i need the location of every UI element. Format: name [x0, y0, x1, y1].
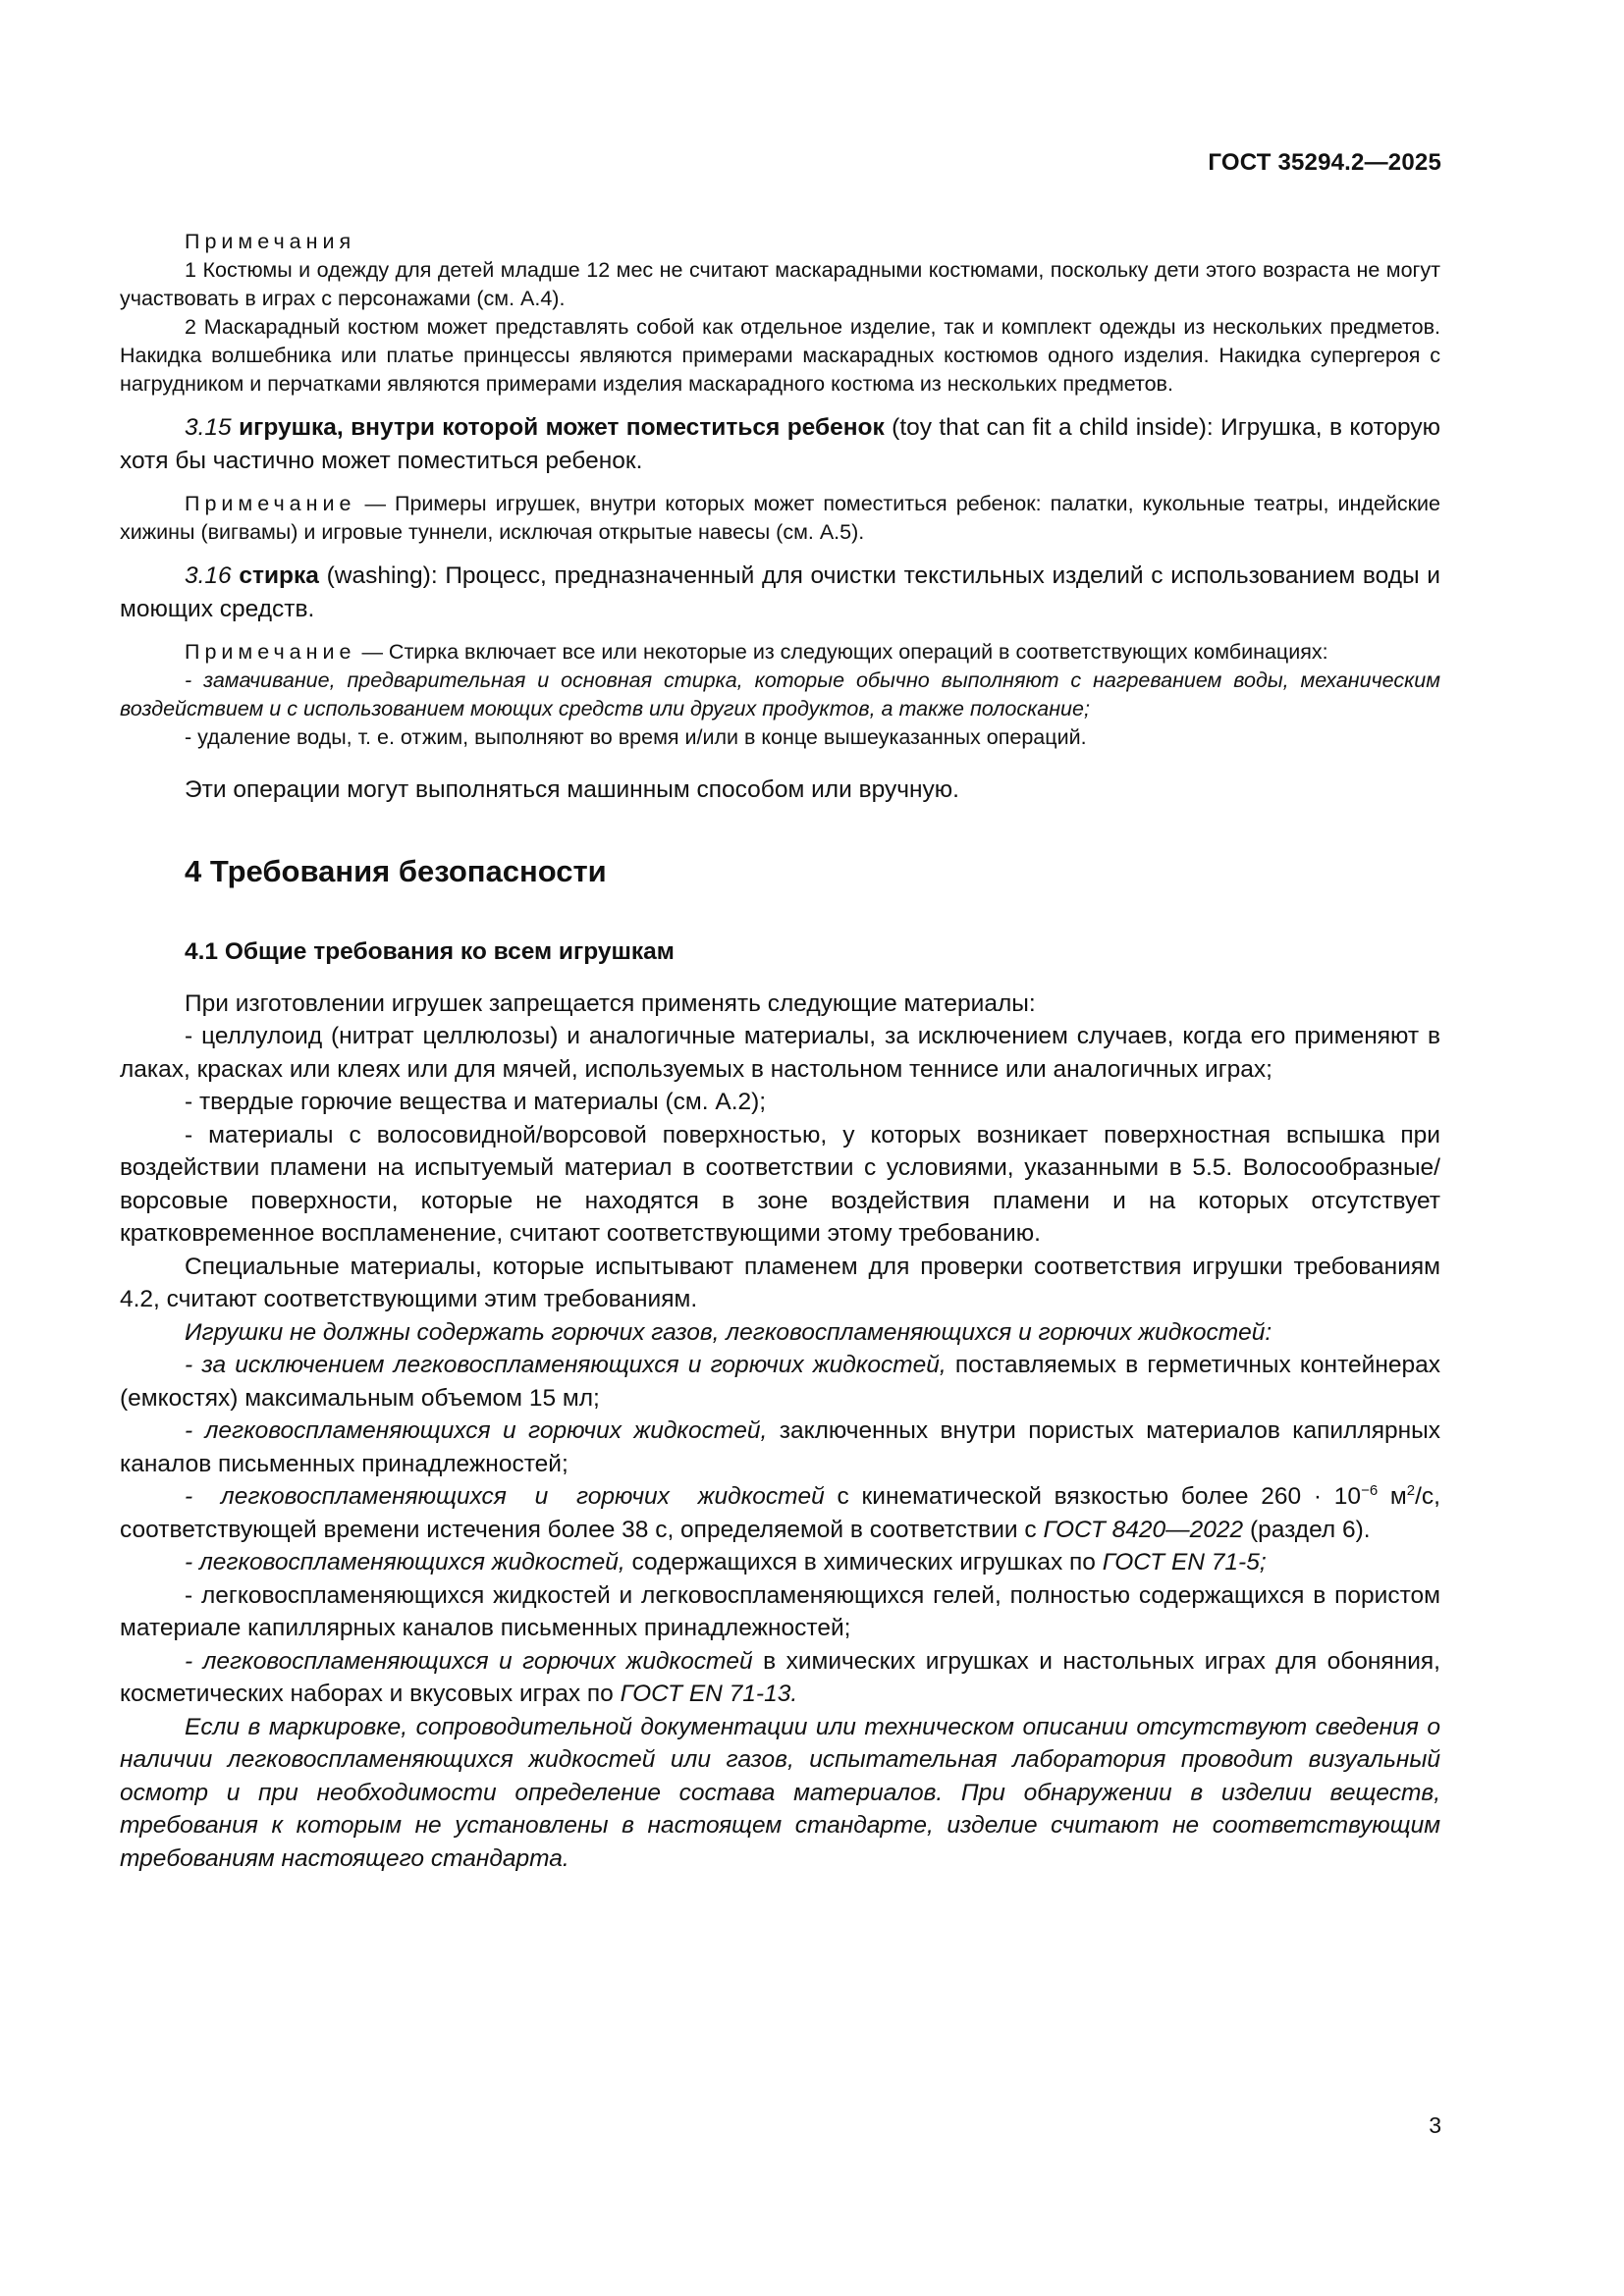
section-4-1-intro: При изготовлении игрушек запрещается применять следующие материалы: — [185, 989, 1036, 1017]
page-number: 3 — [1429, 2112, 1441, 2138]
no-flammable-gases-paragraph: Игрушки не должны содержать горючих газов, легковоспламеняющихся и горючих жидкостей: — [185, 1318, 1272, 1346]
term-3-15-note: Примечание — Примеры игрушек, внутри которых может поместиться ребенок: палатки, кукольные театры, индейские хижины (вигвамы) и игровые туннели, исключая открытые навесы (см. А.5). — [120, 492, 1440, 544]
bullet-celluloid: - целлулоид (нитрат целлюлозы) и аналогичные материалы, за исключением случаев, когда его применяют в лаках, красках или клеях или для мячей, используемых в настольном теннисе или аналогичных играх; — [120, 1023, 1440, 1083]
section-4-title: 4 Требования безопасности — [185, 853, 607, 888]
exception-chemical-toys: - легковоспламеняющихся жидкостей, содержащихся в химических игрушках по ГОСТ EN 71-5; — [185, 1549, 1267, 1575]
note-1: 1 Костюмы и одежду для детей младше 12 мес не считают маскарадными костюмами, поскольку дети этого возраста не могут участвовать в играх с персонажами (см. А.4). — [120, 258, 1440, 310]
term-3-16-note-item-1: - замачивание, предварительная и основная стирка, которые обычно выполняют с нагреванием воды, механическим воздействием и с использованием моющих средств или других продуктов, а также полоскание; — [120, 668, 1440, 721]
special-materials-paragraph: Специальные материалы, которые испытывают пламенем для проверки соответствия игрушки требованиям 4.2, считают соответствующими этим требованиям. — [120, 1253, 1440, 1312]
term-3-16: 3.16 стирка (washing): Процесс, предназначенный для очистки текстильных изделий с использованием воды и моющих средств. — [120, 562, 1440, 622]
subsection-4-1-title: 4.1 Общие требования ко всем игрушкам — [185, 937, 675, 965]
term-3-16-note-item-2: - удаление воды, т. е. отжим, выполняют во время и/или в конце вышеуказанных операций. — [185, 725, 1087, 749]
notes-label: Примечания — [185, 230, 356, 253]
note-2: 2 Маскарадный костюм может представлять собой как отдельное изделие, так и комплект одежды из нескольких предметов. Накидка волшебника или платье принцессы являются примерами маскарадных костюмов одного изделия. Накидка супергероя с нагрудником и перчатками являются примерами изделия маскарадного костюма из нескольких предметов. — [120, 315, 1440, 396]
exception-viscosity: - легковоспламеняющихся и горючих жидкостей с кинематической вязкостью более $260 \cdot 10^{-6}$ $м^2/с$, соответствующей времени истечения более 38 с, определяемой в соответствии с ГОСТ 8420—2022 (раздел 6). — [120, 1481, 1440, 1543]
marking-inspection-paragraph: Если в маркировке, сопроводительной документации или техническом описании отсутствуют сведения о наличии легковоспламеняющихся жидкостей или газов, испытательная лаборатория проводит визуальный осмотр и при необходимости определение состава материалов. При обнаружении в изделии веществ, требования к которым не установлены в настоящем стандарте, изделие считают не соответствующим требованиям настоящего стандарта. — [120, 1713, 1440, 1872]
exception-olfactory-games: - легковоспламеняющихся и горючих жидкостей в химических игрушках и настольных играх для обоняния, косметических наборах и вкусовых играх по ГОСТ EN 71-13. — [120, 1647, 1440, 1707]
exception-gels: - легковоспламеняющихся жидкостей и легковоспламеняющихся гелей, полностью содержащихся в пористом материале капиллярных каналов письменных принадлежностей; — [120, 1581, 1440, 1641]
term-3-16-note: Примечание — Стирка включает все или некоторые из следующих операций в соответствующих комбинациях: — [185, 640, 1328, 664]
page-content — [120, 228, 1440, 1875]
bullet-solid-flammable: - твердые горючие вещества и материалы (см. А.2); — [185, 1089, 767, 1115]
term-3-16-closing: Эти операции могут выполняться машинным способом или вручную. — [185, 776, 959, 803]
bullet-pile-surface: - материалы с волосовидной/ворсовой поверхностью, у которых возникает поверхностная вспышка при воздействии пламени на испытуемый материал в соответствии с условиями, указанными в 5.5. Волосообразные/ворсовые поверхности, которые не находятся в зоне воздействия пламени и на которых отсутствует кратковременное воспламенение, считают соответствующими этому требованию. — [120, 1121, 1440, 1247]
term-3-15: 3.15 игрушка, внутри которой может поместиться ребенок (toy that can fit a child inside): Игрушка, в которую хотя бы частично может поместиться ребенок. — [120, 414, 1441, 474]
exception-sealed-containers: - за исключением легковоспламеняющихся и горючих жидкостей, поставляемых в герметичных контейнерах (емкостях) максимальным объемом 15 мл; — [120, 1352, 1440, 1412]
standard-id-header: ГОСТ 35294.2—2025 — [1208, 149, 1441, 176]
exception-porous-writing: - легковоспламеняющихся и горючих жидкостей, заключенных внутри пористых материалов капиллярных каналов письменных принадлежностей; — [120, 1417, 1440, 1477]
